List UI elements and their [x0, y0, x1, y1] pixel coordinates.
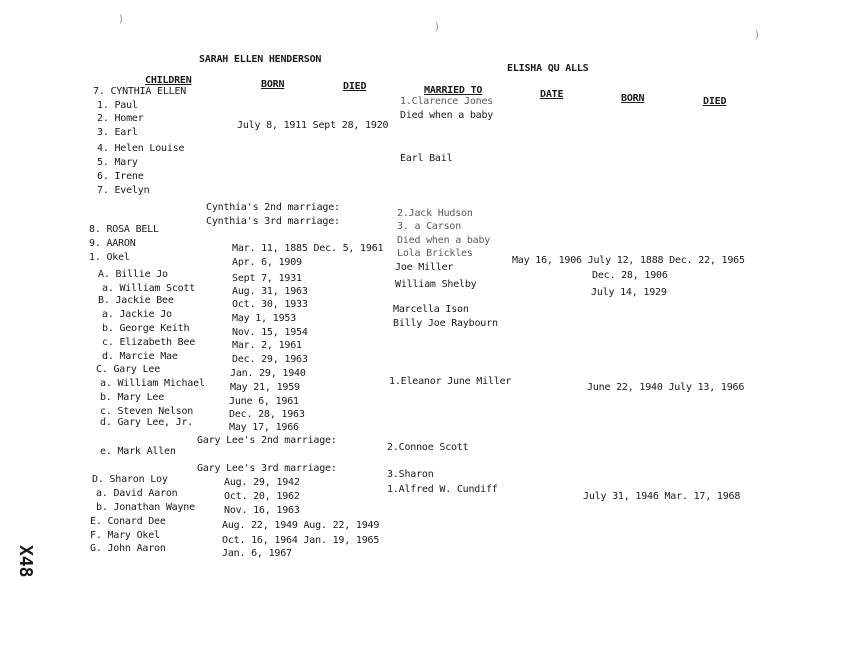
- child-entry: e. Mark Allen: [100, 446, 176, 457]
- spouse-entry: 2.Jack Hudson: [397, 208, 473, 219]
- child-entry: 3. Earl: [97, 127, 138, 138]
- child-entry: C. Gary Lee: [96, 364, 161, 375]
- born-died-date: Nov. 15, 1954: [232, 327, 308, 338]
- spouse-entry: 1.Alfred W. Cundiff: [387, 484, 498, 495]
- marriage-dates: Dec. 28, 1906: [592, 270, 668, 281]
- child-entry: 1. Paul: [97, 100, 138, 111]
- scan-mark: ): [754, 30, 761, 41]
- born-died-date: Aug. 22, 1949 Aug. 22, 1949: [222, 520, 380, 531]
- born-died-date: Nov. 16, 1963: [224, 505, 300, 516]
- side-mark: X48: [15, 545, 36, 578]
- child-entry: 7. Evelyn: [97, 185, 150, 196]
- left-parent-name: SARAH ELLEN HENDERSON: [199, 54, 322, 65]
- marriage-dates: May 16, 1906 July 12, 1888 Dec. 22, 1965: [512, 255, 745, 266]
- child-entry: 4. Helen Louise: [97, 143, 185, 154]
- child-entry: b. George Keith: [102, 323, 190, 334]
- spouse-entry: Joe Miller: [395, 262, 454, 273]
- child-entry: a. Jackie Jo: [102, 309, 172, 320]
- spouse-entry: 3.Sharon: [387, 469, 434, 480]
- born-died-date: Dec. 29, 1963: [232, 354, 308, 365]
- child-entry: a. David Aaron: [96, 488, 178, 499]
- spouse-entry: Earl Bail: [400, 153, 453, 164]
- born-died-date: May 21, 1959: [230, 382, 300, 393]
- child-entry: 5. Mary: [97, 157, 138, 168]
- child-entry: c. Steven Nelson: [100, 406, 194, 417]
- born-died-date: May 17, 1966: [229, 422, 299, 433]
- child-entry: 8. ROSA BELL: [89, 224, 159, 235]
- child-entry: A. Billie Jo: [98, 269, 168, 280]
- born-died-date: Apr. 6, 1909: [232, 257, 302, 268]
- col-married-to: MARRIED TO: [424, 85, 483, 96]
- born-died-date: May 1, 1953: [232, 313, 297, 324]
- spouse-entry: Lola Brickles: [397, 248, 473, 259]
- spouse-entry: 2.Connoe Scott: [387, 442, 469, 453]
- born-died-date: Jan. 29, 1940: [230, 368, 306, 379]
- child-entry: F. Mary Okel: [90, 530, 160, 541]
- child-entry: 2. Homer: [97, 113, 144, 124]
- spouse-entry: 3. a Carson: [397, 221, 462, 232]
- born-died-date: Aug. 31, 1963: [232, 286, 308, 297]
- born-died-date: Sept 7, 1931: [232, 273, 302, 284]
- col-date: DATE: [540, 89, 564, 100]
- spouse-entry: Died when a baby: [397, 235, 491, 246]
- marriage-dates: July 31, 1946 Mar. 17, 1968: [583, 491, 741, 502]
- marriage-note: Gary Lee's 3rd marriage:: [197, 463, 337, 474]
- child-entry: G. John Aaron: [90, 543, 166, 554]
- child-entry: b. Jonathan Wayne: [96, 502, 195, 513]
- scan-mark: ): [118, 14, 125, 25]
- marriage-dates: June 22, 1940 July 13, 1966: [587, 382, 745, 393]
- born-died-date: Oct. 30, 1933: [232, 299, 308, 310]
- child-entry: a. William Scott: [102, 283, 196, 294]
- child-entry: c. Elizabeth Bee: [102, 337, 196, 348]
- born-died-date: Jan. 6, 1967: [222, 548, 292, 559]
- marriage-note: Cynthia's 2nd marriage:: [206, 202, 340, 213]
- marriage-dates: July 14, 1929: [591, 287, 667, 298]
- spouse-entry: Billy Joe Raybourn: [393, 318, 498, 329]
- born-died-date: Oct. 16, 1964 Jan. 19, 1965: [222, 535, 380, 546]
- scan-mark: ): [434, 22, 441, 33]
- col-born: BORN: [261, 79, 285, 90]
- child-entry: d. Gary Lee, Jr.: [100, 417, 194, 428]
- child-entry: a. William Michael: [100, 378, 205, 389]
- col-died: DIED: [343, 81, 367, 92]
- born-died-date: Mar. 2, 1961: [232, 340, 302, 351]
- spouse-entry: 1.Eleanor June Miller: [389, 376, 512, 387]
- spouse-entry: William Shelby: [395, 279, 477, 290]
- born-died-date: Oct. 20, 1962: [224, 491, 300, 502]
- born-died-date: Dec. 28, 1963: [229, 409, 305, 420]
- child-entry: b. Mary Lee: [100, 392, 165, 403]
- born-died-date: Aug. 29, 1942: [224, 477, 300, 488]
- child-entry: 9. AARON: [89, 238, 136, 249]
- child-entry: E. Conard Dee: [90, 516, 166, 527]
- spouse-entry: Marcella Ison: [393, 304, 469, 315]
- col-born-2: BORN: [621, 93, 645, 104]
- col-children: CHILDREN: [145, 75, 192, 86]
- child-entry: 6. Irene: [97, 171, 144, 182]
- born-died-date: Mar. 11, 1885 Dec. 5, 1961: [232, 243, 384, 254]
- child-entry: D. Sharon Loy: [92, 474, 168, 485]
- child-entry: B. Jackie Bee: [98, 295, 174, 306]
- col-died-2: DIED: [703, 96, 727, 107]
- born-died-date: July 8, 1911 Sept 28, 1920: [237, 120, 389, 131]
- born-died-date: June 6, 1961: [229, 396, 299, 407]
- child-entry: 1. Okel: [89, 252, 130, 263]
- spouse-entry: 1.Clarence Jones: [400, 96, 494, 107]
- marriage-note: Cynthia's 3rd marriage:: [206, 216, 340, 227]
- marriage-note: Gary Lee's 2nd marriage:: [197, 435, 337, 446]
- spouse-entry: Died when a baby: [400, 110, 494, 121]
- right-parent-name: ELISHA QU ALLS: [507, 63, 589, 74]
- child-entry: 7. CYNTHIA ELLEN: [93, 86, 187, 97]
- child-entry: d. Marcie Mae: [102, 351, 178, 362]
